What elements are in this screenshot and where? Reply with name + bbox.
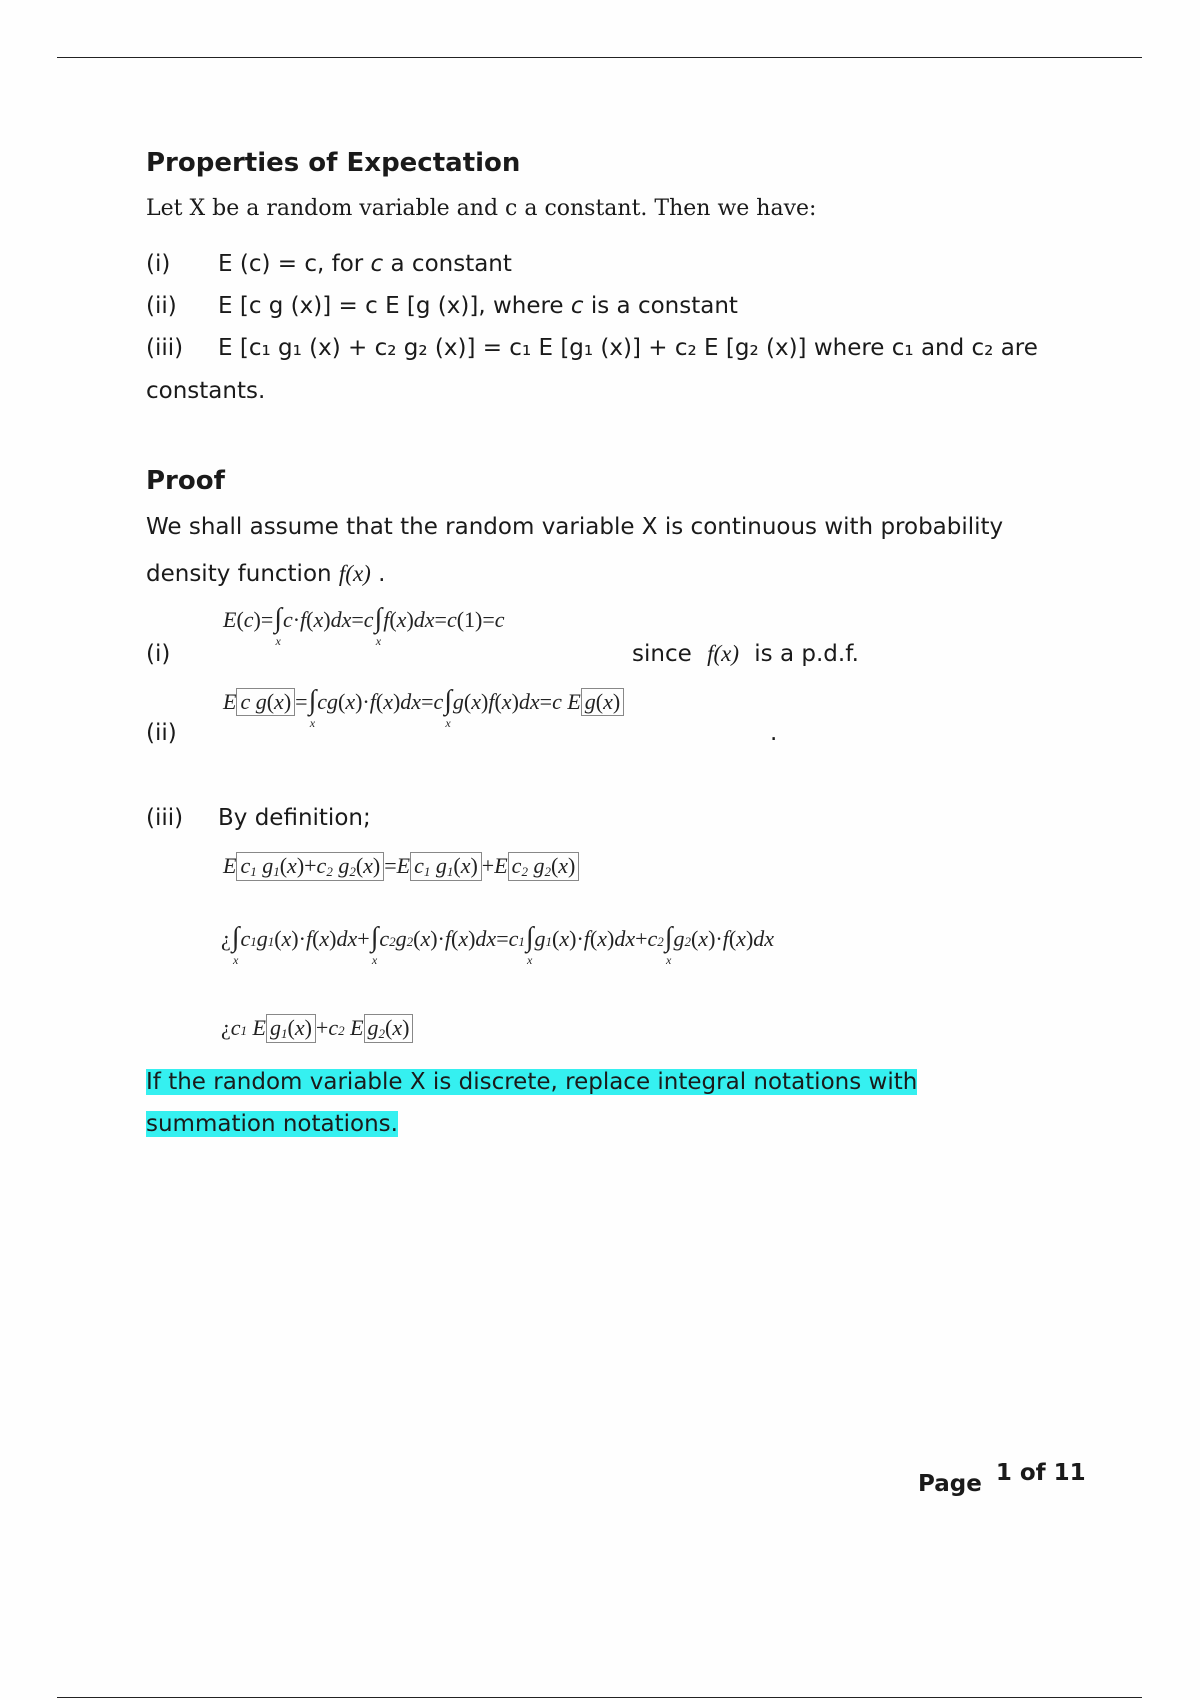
property-i-part1: E (c) = c, for	[218, 251, 371, 277]
proof-line-2-prefix: density function	[146, 561, 332, 587]
integral-sign: ∫ x	[370, 922, 379, 967]
highlight-1: If the random variable X is discrete, replace integral notations with	[146, 1069, 918, 1095]
property-ii-var: c	[570, 293, 584, 319]
proof-iii-text: By definition;	[218, 805, 371, 831]
integral-sign: ∫ x	[444, 685, 452, 730]
page-word: Page	[918, 1471, 982, 1497]
proof-label-ii: (ii)	[146, 720, 177, 746]
property-ii-part3: is a constant	[583, 293, 738, 319]
property-i-text	[218, 251, 512, 277]
proof-i-since: since	[632, 641, 692, 667]
proof-line-2-suffix: .	[378, 561, 386, 587]
proof-line-1: We shall assume that the random variable X is continuous with probability	[146, 514, 1004, 540]
proof-heading: Proof	[146, 466, 225, 496]
proof-ii-period: .	[770, 720, 778, 746]
integral-sign: ∫ x	[525, 922, 534, 967]
integral-sign: ∫ x	[664, 922, 673, 967]
highlight-2: summation notations.	[146, 1111, 398, 1137]
proof-i-tail	[632, 641, 859, 667]
equation-iii-line-1: E $c_1$ $g_1(x)+c_2$ $g_2(x)$ = E $c_1$ $g_1(x)$ + E $c_2$ $g_2(x)$	[223, 852, 579, 881]
proof-label-iii: (iii)	[146, 805, 184, 831]
page-number: 1 of 11	[995, 1460, 1086, 1486]
property-label-ii: (ii)	[146, 293, 177, 319]
proof-i-after: is a p.d.f.	[754, 641, 859, 667]
pdf-symbol: f(x)	[707, 641, 739, 666]
proof-line-2	[146, 561, 385, 587]
density-function-symbol: f(x)	[338, 561, 371, 586]
property-i-var: c	[370, 251, 384, 277]
integral-sign: ∫ x	[231, 922, 240, 967]
equation-iii-line-2: ¿ ∫ x c 1 g 1 ( x )· f ( x ) dx + ∫ x c 2 g 2 ( x )· f ( x ) dx = c 1 ∫ x g 1 ( x )· f ( x ) dx + c 2 ∫ x g 2 ( x )· f ( x ) dx	[221, 922, 775, 967]
property-iii-continuation: constants.	[146, 378, 266, 404]
equation-iii-line-3: ¿ c 1 E $g_1(x)$ + c 2 E $g_2(x)$	[221, 1014, 413, 1043]
page-footer	[918, 1460, 1086, 1497]
page-title: Properties of Expectation	[146, 148, 521, 178]
top-rule	[57, 57, 1142, 58]
property-iii-text: E [c₁ g₁ (x) + c₂ g₂ (x)] = c₁ E [g₁ (x)] + c₂ E [g₂ (x)] where c₁ and c₂ are	[218, 335, 1038, 361]
property-i-part3: a constant	[383, 251, 512, 277]
property-ii-part1: E [c g (x)] = c E [g (x)], where	[218, 293, 571, 319]
bottom-rule	[57, 1697, 1142, 1698]
discrete-note-line-2	[146, 1111, 398, 1137]
discrete-note-line-1	[146, 1069, 917, 1095]
property-label-i: (i)	[146, 251, 171, 277]
equation-i: E ( c )= ∫ x c · f ( x ) dx = c ∫ x f ( x ) dx = c (1)= c	[223, 603, 505, 648]
proof-label-i: (i)	[146, 641, 171, 667]
intro-text: Let X be a random variable and c a constant. Then we have:	[146, 196, 817, 221]
property-ii-text	[218, 293, 738, 319]
integral-sign: ∫ x	[308, 685, 317, 730]
integral-sign: ∫ x	[374, 603, 383, 648]
property-label-iii: (iii)	[146, 335, 184, 361]
integral-sign: ∫ x	[274, 603, 282, 648]
equation-ii: E c g(x) = ∫ x cg ( x )· f ( x ) dx = c ∫ x g ( x ) f ( x ) dx = c E g(x)	[223, 688, 624, 728]
